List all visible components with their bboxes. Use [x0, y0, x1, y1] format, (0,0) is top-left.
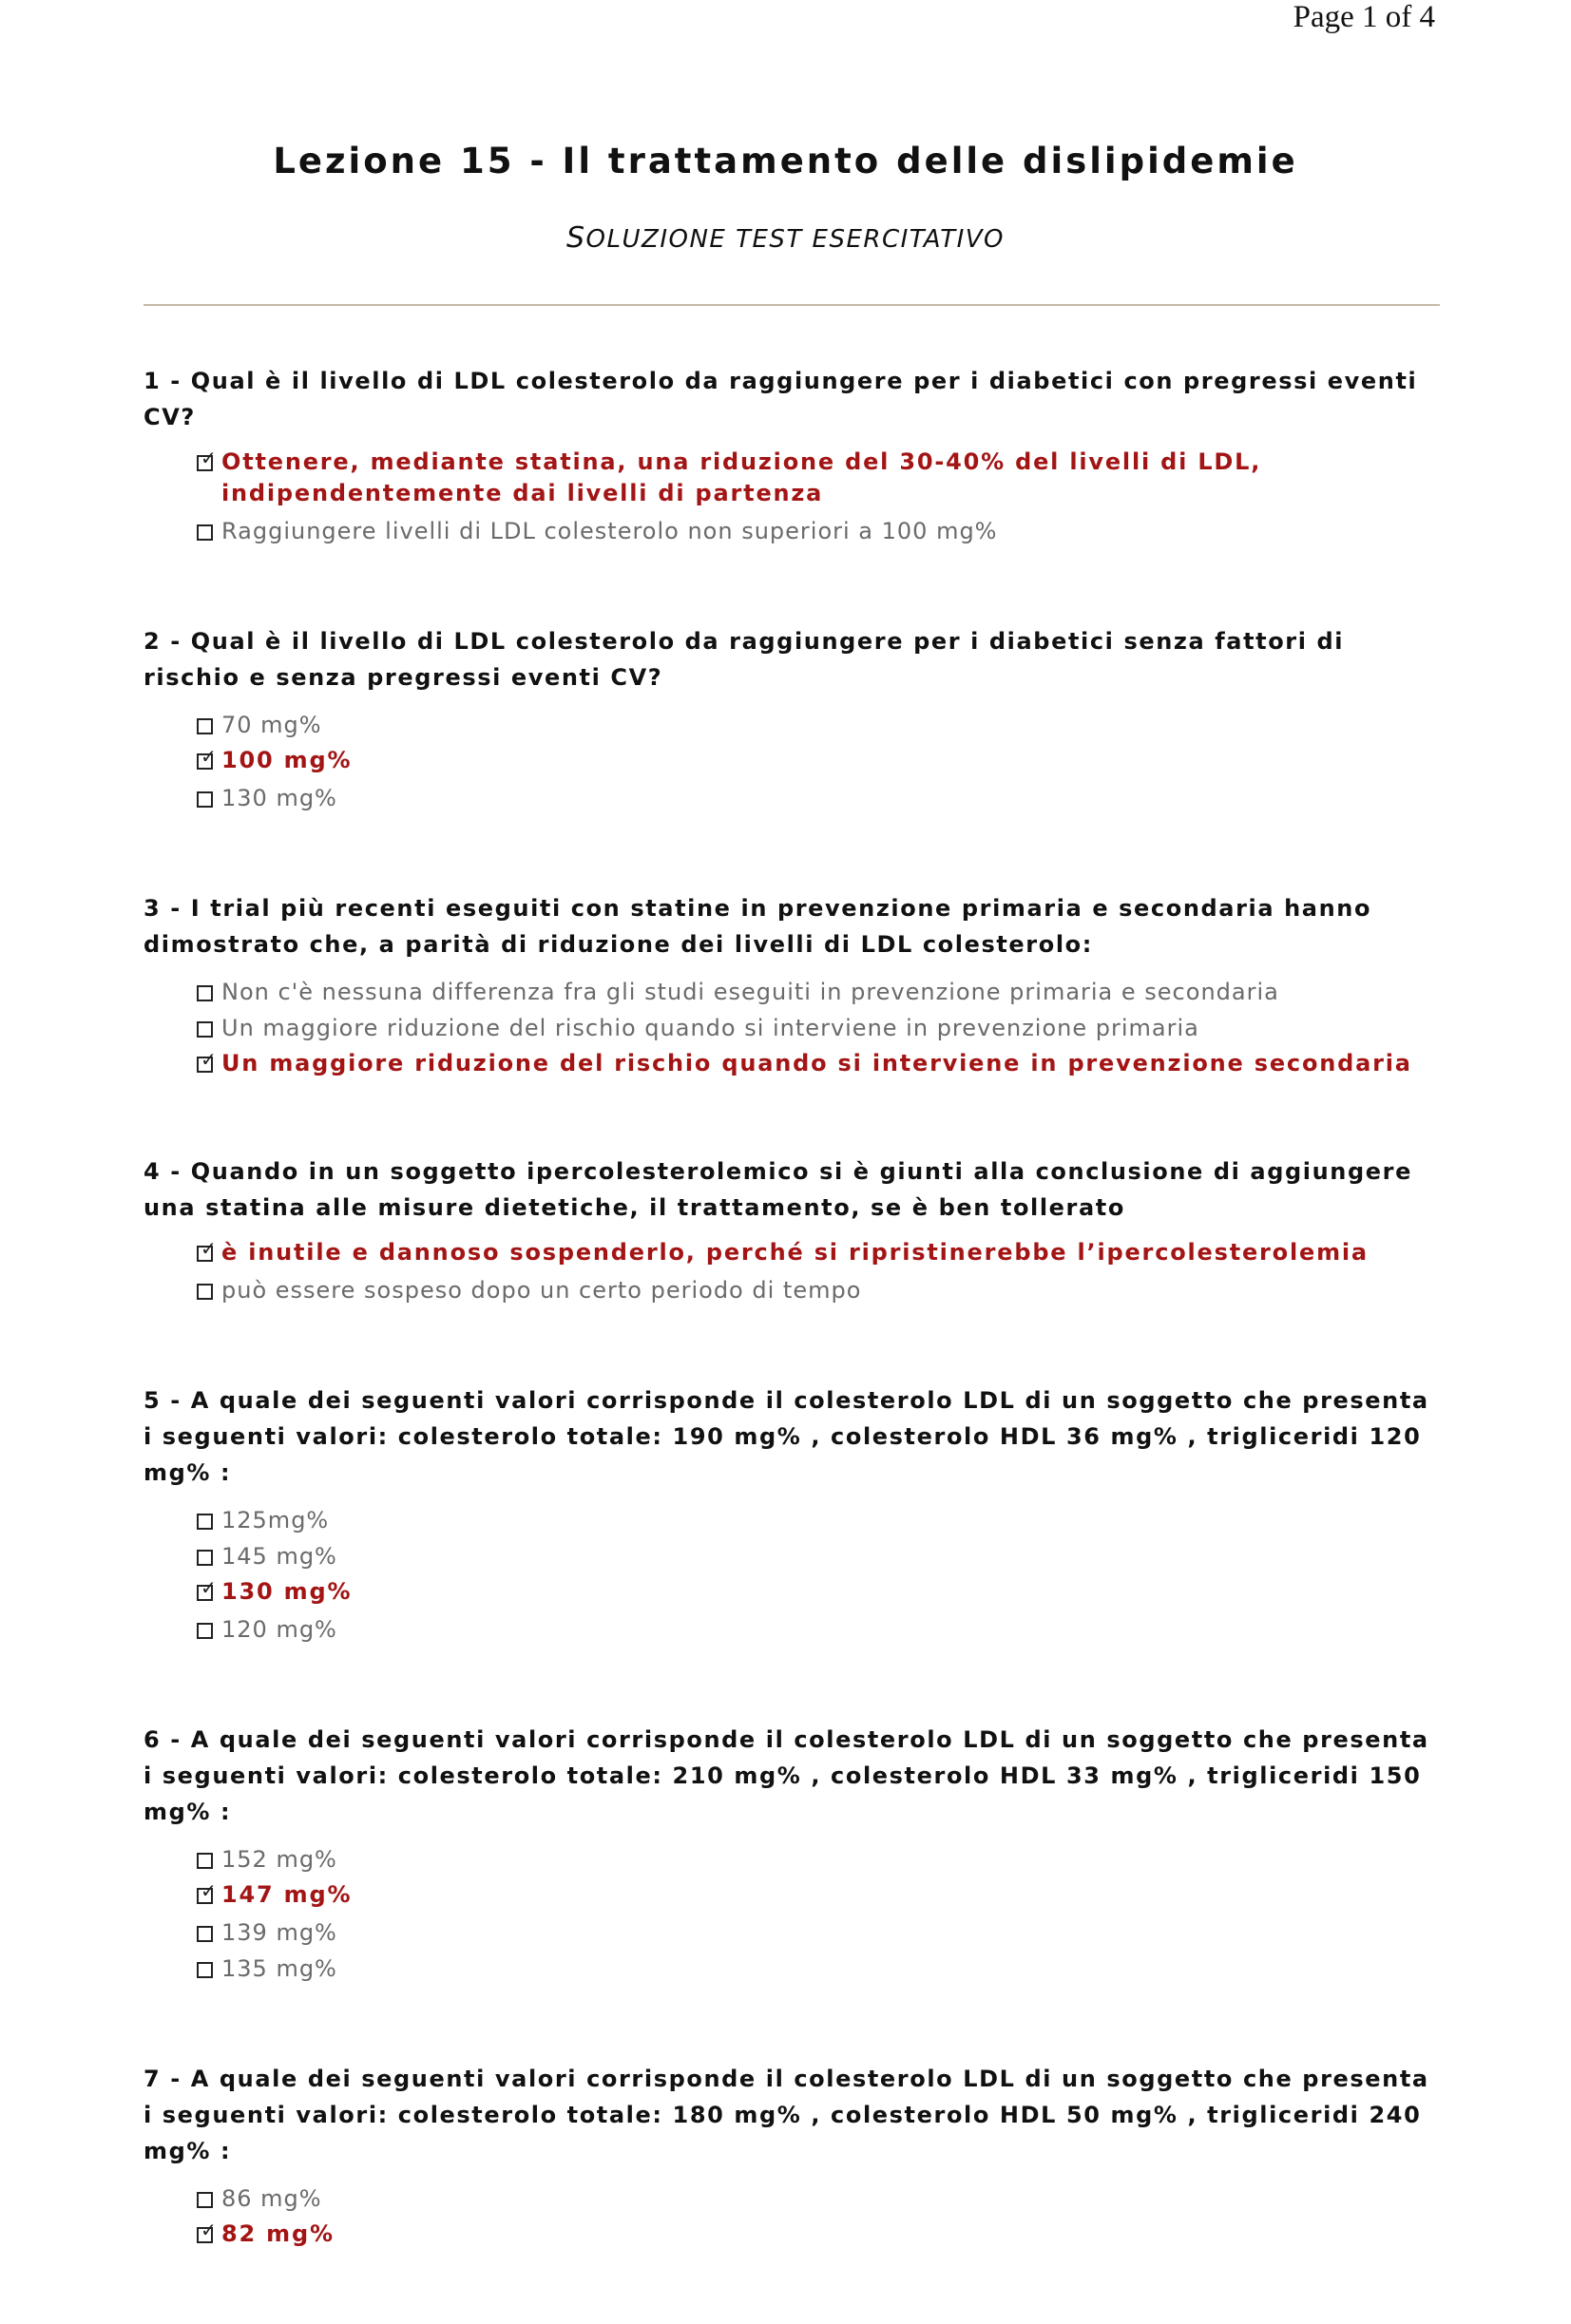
page-number: Page 1 of 4 — [1293, 0, 1435, 34]
checkbox-icon[interactable] — [197, 791, 213, 808]
answer-label: 70 mg% — [221, 712, 322, 738]
question-text: 6 - A quale dei seguenti valori corrisponde il colesterolo LDL di un soggetto che presenta i seguenti valori: colesterolo totale: 210 mg% , colesterolo HDL 33 mg% , trigliceridi 150 mg% : — [144, 1726, 1429, 1825]
question-3 — [144, 890, 1440, 1079]
checkbox-checked-icon[interactable] — [197, 1048, 217, 1073]
question-text: 7 - A quale dei seguenti valori corrisponde il colesterolo LDL di un soggetto che presenta i seguenti valori: colesterolo totale: 180 mg% , colesterolo HDL 50 mg% , trigliceridi 240 mg% : — [144, 2066, 1429, 2164]
answer-label: 100 mg% — [221, 747, 353, 773]
answer-label: 152 mg% — [221, 1846, 337, 1873]
answer-options — [144, 1502, 1440, 1648]
page-subtitle — [0, 221, 1571, 255]
answer-options — [144, 707, 1440, 816]
question-6 — [144, 1722, 1440, 1987]
answer-label: Raggiungere livelli di LDL colesterolo non superiori a 100 mg% — [221, 518, 998, 544]
checkbox-icon[interactable] — [197, 1550, 213, 1566]
checkbox-icon[interactable] — [197, 1623, 213, 1639]
page-title: Lezione 15 - Il trattamento delle dislipidemie — [273, 141, 1298, 181]
answer-option[interactable] — [197, 1611, 1440, 1648]
answer-label: 86 mg% — [221, 2185, 322, 2212]
answer-option[interactable] — [197, 513, 1440, 549]
answer-option[interactable] — [197, 1951, 1440, 1987]
answer-option[interactable] — [197, 1272, 1440, 1308]
answer-option-correct[interactable] — [197, 1237, 1440, 1268]
answer-option[interactable] — [197, 707, 1440, 743]
checkbox-checked-icon[interactable] — [197, 1237, 217, 1262]
answer-label: può essere sospeso dopo un certo periodo di tempo — [221, 1277, 862, 1304]
checkbox-icon[interactable] — [197, 985, 213, 1001]
answer-option[interactable] — [197, 1841, 1440, 1877]
answer-label: Non c'è nessuna differenza fra gli studi eseguiti in prevenzione primaria e secondaria — [221, 979, 1279, 1005]
checkbox-icon[interactable] — [197, 718, 213, 734]
checkbox-icon[interactable] — [197, 1021, 213, 1038]
answer-option-correct[interactable] — [197, 447, 1440, 509]
subtitle-rest: OLUZIONE TEST ESERCITATIVO — [585, 225, 1005, 254]
checkbox-checked-icon[interactable] — [197, 1879, 217, 1904]
answer-label: 135 mg% — [221, 1955, 337, 1982]
checkbox-checked-icon[interactable] — [197, 447, 217, 471]
answer-label: 139 mg% — [221, 1919, 337, 1946]
checkmark-icon: ✓ — [201, 745, 217, 768]
checkbox-icon[interactable] — [197, 2192, 213, 2208]
answer-option-correct[interactable] — [197, 1048, 1440, 1079]
answer-label: 82 mg% — [221, 2220, 335, 2247]
answer-label: Un maggiore riduzione del rischio quando si interviene in prevenzione secondaria — [221, 1050, 1412, 1076]
checkbox-icon[interactable] — [197, 524, 213, 541]
answer-option[interactable] — [197, 1502, 1440, 1538]
subtitle-initial: S — [565, 221, 586, 255]
question-5 — [144, 1382, 1440, 1648]
answer-options — [144, 974, 1440, 1079]
question-text: 2 - Qual è il livello di LDL colesterolo da raggiungere per i diabetici senza fattori di rischio e senza pregressi eventi CV? — [144, 628, 1345, 691]
answer-label: 147 mg% — [221, 1881, 353, 1908]
answer-options — [144, 1237, 1440, 1308]
question-text: 5 - A quale dei seguenti valori corrisponde il colesterolo LDL di un soggetto che presenta i seguenti valori: colesterolo totale: 190 mg% , colesterolo HDL 36 mg% , trigliceridi 120 mg% : — [144, 1387, 1429, 1486]
answer-label: 130 mg% — [221, 785, 337, 811]
answer-option[interactable] — [197, 1538, 1440, 1574]
answer-option-correct[interactable] — [197, 745, 1440, 776]
answer-label: 120 mg% — [221, 1616, 337, 1643]
answer-option[interactable] — [197, 2181, 1440, 2217]
checkmark-icon: ✓ — [201, 1048, 217, 1071]
answer-label: 130 mg% — [221, 1578, 353, 1605]
checkbox-icon[interactable] — [197, 1926, 213, 1942]
checkmark-icon: ✓ — [201, 1576, 217, 1599]
checkmark-icon: ✓ — [201, 2219, 217, 2241]
checkbox-checked-icon[interactable] — [197, 745, 217, 770]
answer-options — [144, 447, 1440, 549]
answer-option-correct[interactable] — [197, 1576, 1440, 1608]
answer-label: 125mg% — [221, 1507, 330, 1533]
question-text: 1 - Qual è il livello di LDL colesterolo da raggiungere per i diabetici con pregressi eventi CV? — [144, 368, 1418, 430]
checkbox-icon[interactable] — [197, 1853, 213, 1869]
checkmark-icon: ✓ — [201, 447, 217, 469]
question-text: 4 - Quando in un soggetto ipercolesterolemico si è giunti alla conclusione di aggiungere una statina alle misure dietetiche, il trattamento, se è ben tollerato — [144, 1158, 1412, 1221]
answer-label: 145 mg% — [221, 1543, 337, 1570]
answer-option-correct[interactable] — [197, 1879, 1440, 1911]
title-divider — [144, 304, 1440, 306]
question-1 — [144, 363, 1440, 549]
answer-option[interactable] — [197, 1010, 1440, 1046]
checkbox-icon[interactable] — [197, 1962, 213, 1978]
answer-option-correct[interactable] — [197, 2219, 1440, 2250]
question-list — [144, 363, 1440, 2324]
answer-label: Un maggiore riduzione del rischio quando si interviene in prevenzione primaria — [221, 1015, 1199, 1041]
answer-label: Ottenere, mediante statina, una riduzione del 30-40% del livelli di LDL, indipendentemente dai livelli di partenza — [221, 448, 1262, 506]
checkbox-checked-icon[interactable] — [197, 2219, 217, 2243]
checkmark-icon: ✓ — [201, 1237, 217, 1260]
checkbox-icon[interactable] — [197, 1514, 213, 1530]
answer-label: è inutile e dannoso sospenderlo, perché si ripristinerebbe l’ipercolesterolemia — [221, 1239, 1369, 1266]
question-4 — [144, 1153, 1440, 1308]
checkbox-icon[interactable] — [197, 1284, 213, 1300]
question-text: 3 - I trial più recenti eseguiti con statine in prevenzione primaria e secondaria hanno dimostrato che, a parità di riduzione dei livelli di LDL colesterolo: — [144, 895, 1372, 958]
checkbox-checked-icon[interactable] — [197, 1576, 217, 1601]
checkmark-icon: ✓ — [201, 1879, 217, 1902]
answer-option[interactable] — [197, 974, 1440, 1010]
question-7 — [144, 2061, 1440, 2250]
answer-option[interactable] — [197, 1914, 1440, 1951]
question-2 — [144, 623, 1440, 816]
answer-option[interactable] — [197, 780, 1440, 816]
answer-options — [144, 2181, 1440, 2250]
answer-options — [144, 1841, 1440, 1987]
